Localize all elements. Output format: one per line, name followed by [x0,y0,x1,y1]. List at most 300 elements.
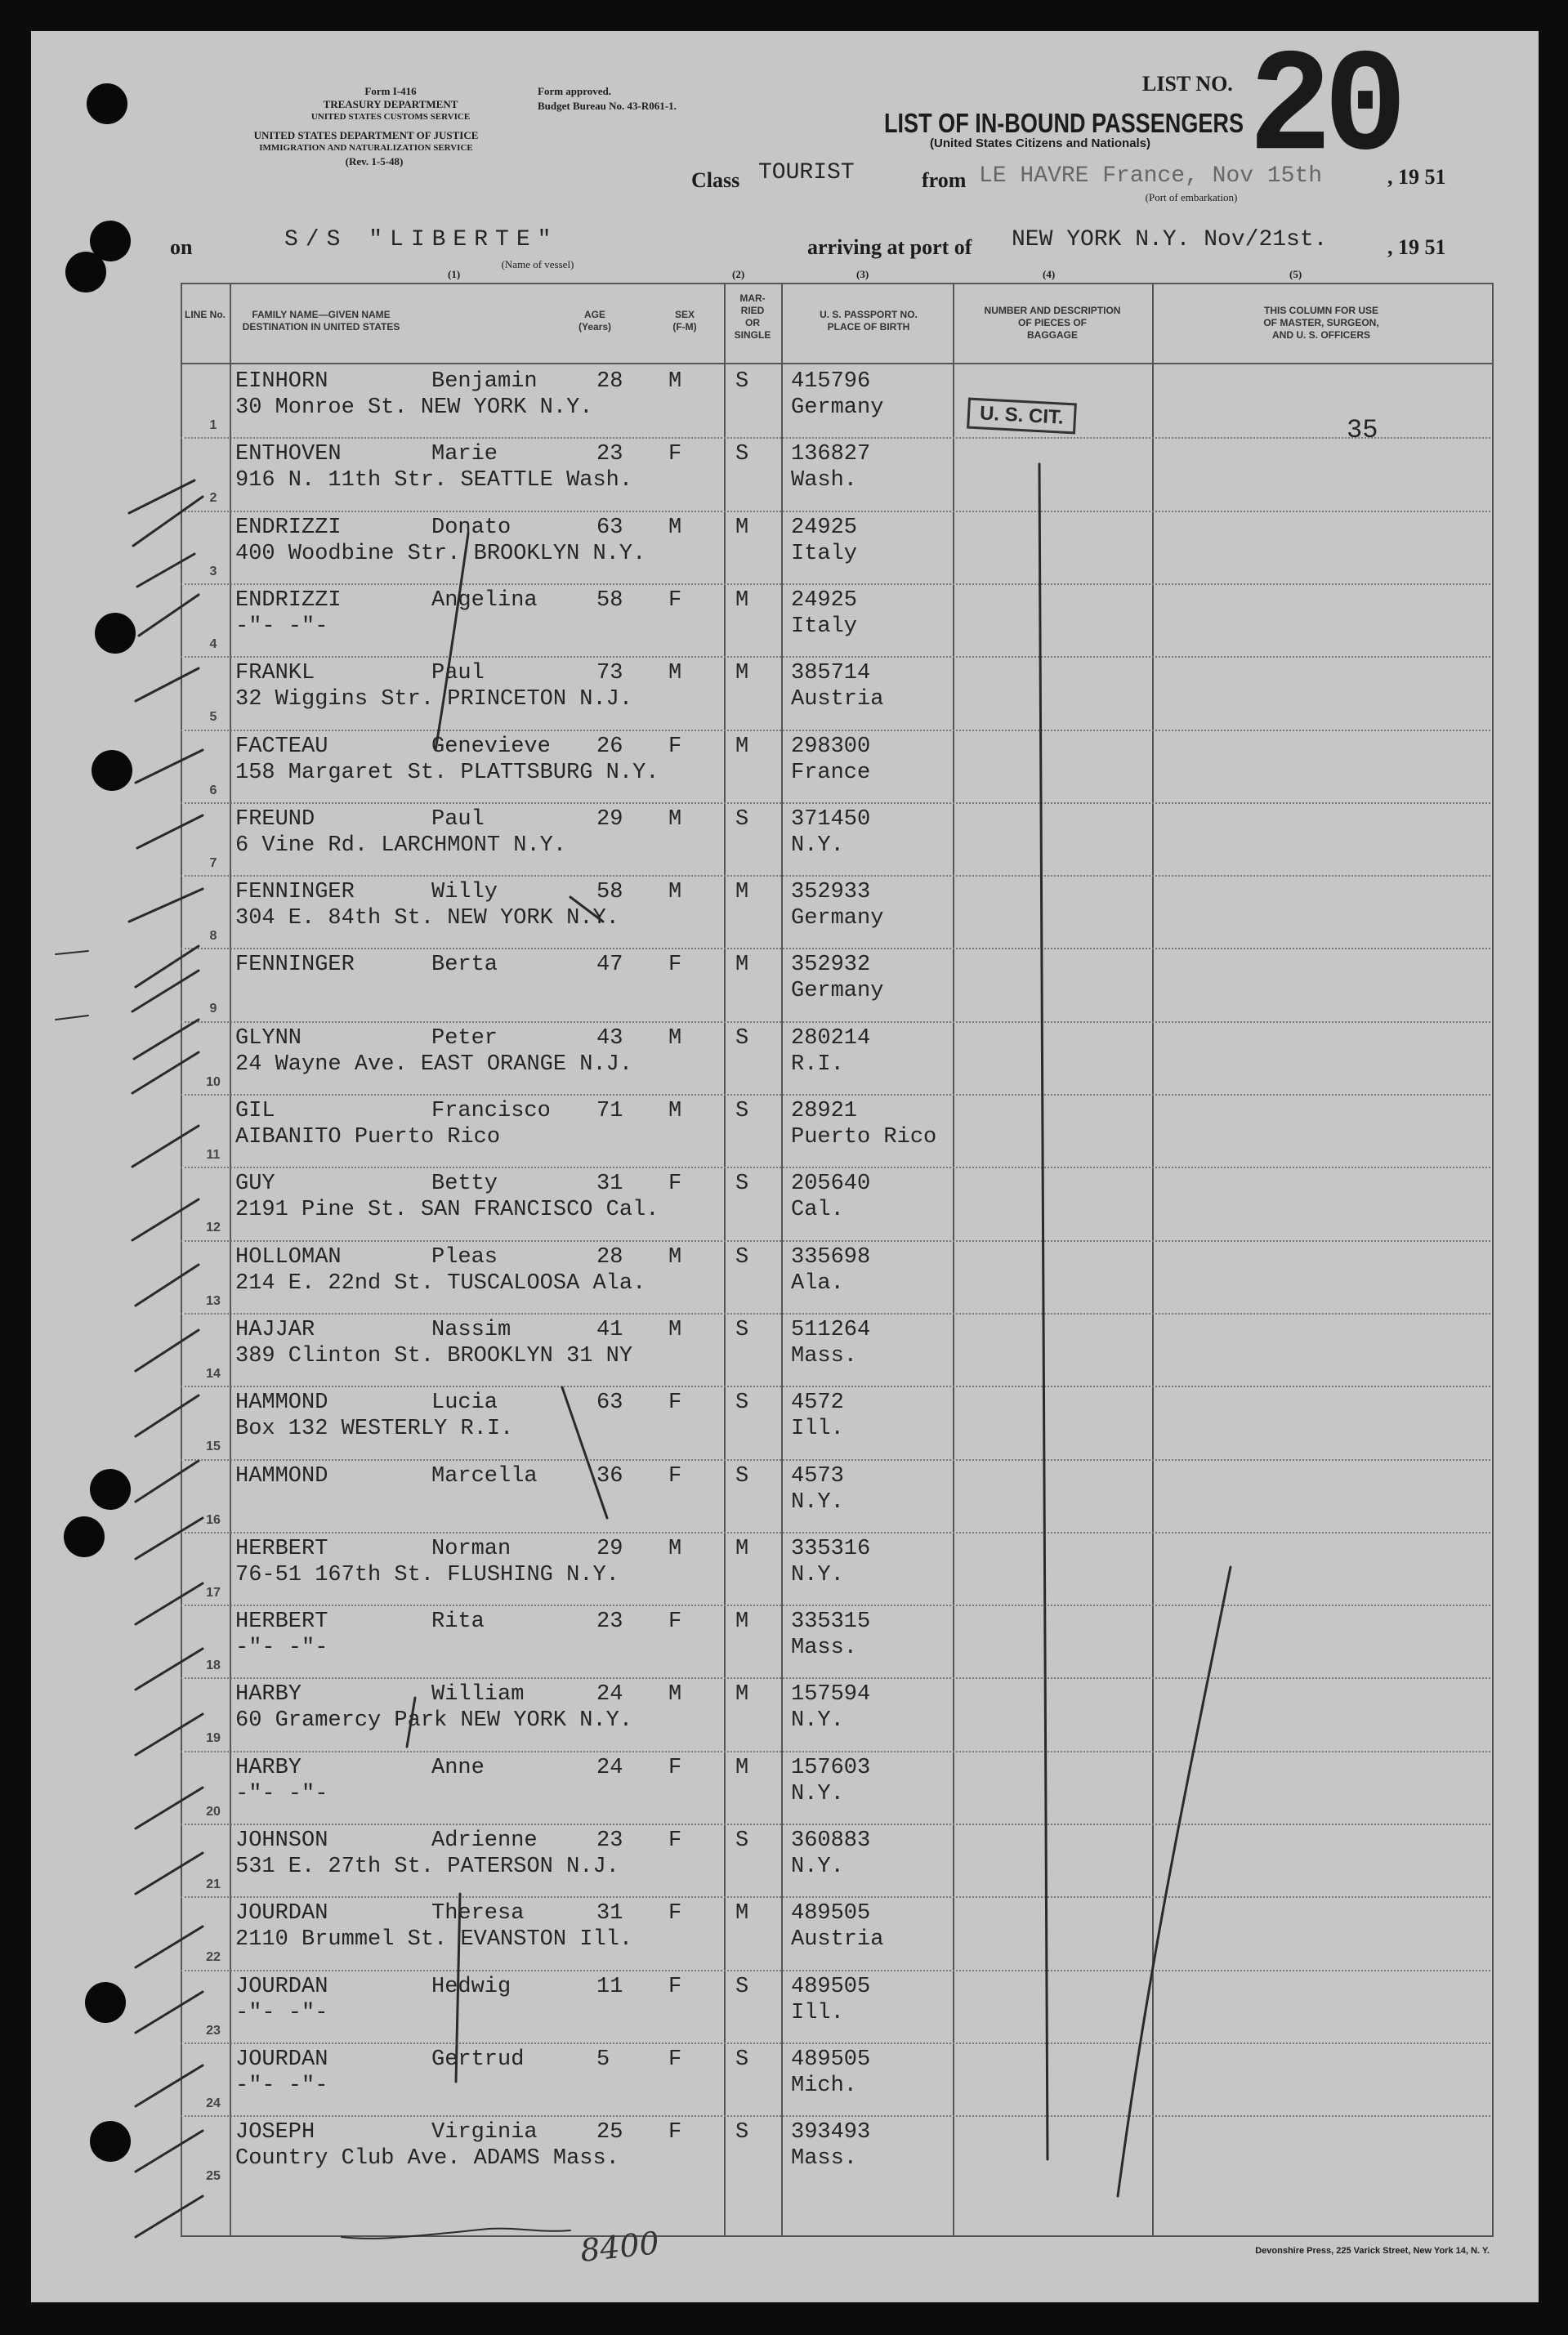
treasury-dept: TREASURY DEPARTMENT [323,98,458,110]
line-number: 25 [206,2169,221,2184]
passenger-birthplace: Puerto Rico [791,1125,937,1150]
passenger-birthplace: Mass. [791,2146,858,2172]
passenger-ms: M [735,1901,749,1926]
passenger-age: 43 [596,1025,623,1051]
passenger-age: 24 [596,1682,623,1708]
passenger-ms: M [735,1755,749,1780]
line-number: 19 [206,1731,221,1746]
passenger-age: 31 [596,1172,623,1197]
passenger-destination: 916 N. 11th Str. SEATTLE Wash. [235,468,633,493]
passenger-destination: 304 E. 84th St. NEW YORK N.Y. [235,906,619,931]
passenger-birthplace: Mich. [791,2073,858,2098]
passenger-destination: -"- -"- [235,2000,328,2025]
passenger-birthplace: Germany [791,979,884,1004]
passenger-given: Theresa [431,1901,525,1926]
passenger-destination: AIBANITO Puerto Rico [235,1125,501,1150]
check-mark [129,889,203,922]
passenger-given: Willy [431,880,498,905]
passenger-age: 71 [596,1099,623,1123]
passenger-birthplace: Wash. [791,468,858,493]
arrival-port: NEW YORK N.Y. Nov/21st. [1012,227,1328,252]
passenger-ms: M [735,515,749,540]
passenger-birthplace: N.Y. [791,1708,844,1734]
printer-credit: Devonshire Press, 225 Varick Street, New York 14, N. Y. [1255,2246,1490,2256]
passenger-birthplace: Italy [791,541,858,566]
bracket-line [562,1387,607,1518]
passenger-passport: 371450 [791,806,871,832]
passenger-destination: -"- -"- [235,2073,328,2098]
check-mark [136,1265,199,1306]
passenger-given: Adrienne [431,1828,538,1853]
line-number: 22 [206,1950,221,1965]
check-mark [132,1199,199,1240]
header-married: MAR- RIED OR SINGLE [734,292,771,341]
passenger-sex: M [668,515,682,540]
passenger-family: JOURDAN [235,2047,328,2072]
revision-date: (Rev. 1-5-48) [345,155,404,167]
class-label: Class [691,168,740,192]
passenger-destination: 389 Clinton St. BROOKLYN 31 NY [235,1343,633,1368]
passenger-age: 73 [596,661,623,686]
passenger-ms: S [735,1463,749,1489]
passenger-given: Berta [431,953,498,978]
embark-caption: (Port of embarkation) [1145,191,1238,203]
passenger-family: HAMMOND [235,1463,328,1489]
passenger-given: Genevieve [431,734,551,759]
passenger-family: HERBERT [235,1536,328,1561]
passenger-birthplace: Cal. [791,1198,844,1223]
justice-dept: UNITED STATES DEPARTMENT OF JUSTICE [253,129,479,141]
passenger-ms: M [735,880,749,905]
line-number: 17 [206,1585,221,1600]
check-mark [136,1992,203,2033]
passenger-birthplace: N.Y. [791,833,844,858]
passenger-birthplace: Germany [791,906,884,931]
passenger-age: 24 [596,1755,623,1780]
passenger-age: 47 [596,953,623,978]
passenger-family: JOSEPH [235,2120,315,2145]
passenger-passport: 489505 [791,1974,871,1999]
line-number: 9 [209,1002,217,1016]
passenger-birthplace: Mass. [791,1636,858,1661]
passenger-ms: M [735,1536,749,1561]
passenger-passport: 335316 [791,1536,871,1561]
check-mark [136,1583,203,1624]
bracket-line [570,897,603,922]
passenger-passport: 393493 [791,2120,871,2145]
passenger-passport: 157603 [791,1755,871,1780]
passenger-family: HARBY [235,1682,302,1708]
vessel-name: S/S "LIBERTE" [284,227,559,252]
check-mark [136,2196,203,2237]
manifest-page [31,31,1539,2302]
passenger-ms: M [735,587,749,613]
passenger-age: 63 [596,1391,623,1416]
passenger-given: Benjamin [431,369,538,394]
col-number: (4) [1043,268,1056,280]
passenger-passport: 360883 [791,1828,871,1853]
passenger-sex: M [668,369,682,394]
passenger-ms: S [735,2047,749,2072]
passenger-sex: F [668,587,682,613]
passenger-family: FENNINGER [235,953,355,978]
passenger-age: 36 [596,1463,623,1489]
passenger-ms: S [735,369,749,394]
passenger-destination: Country Club Ave. ADAMS Mass. [235,2146,619,2172]
passenger-sex: F [668,2047,682,2072]
passenger-passport: 28921 [791,1099,858,1123]
passenger-given: Angelina [431,587,538,613]
check-mark [136,1649,203,1690]
passenger-age: 23 [596,442,623,467]
passenger-ms: S [735,1317,749,1342]
check-mark [132,1126,199,1167]
passenger-sex: M [668,880,682,905]
passenger-age: 23 [596,1828,623,1853]
passenger-age: 41 [596,1317,623,1342]
check-mark [136,2131,203,2172]
passenger-destination: 60 Gramercy Park NEW YORK N.Y. [235,1708,633,1734]
passenger-age: 31 [596,1901,623,1926]
passenger-age: 28 [596,1244,623,1270]
passenger-given: Anne [431,1755,485,1780]
budget-bureau: Budget Bureau No. 43-R061-1. [538,100,677,112]
passenger-given: Betty [431,1172,498,1197]
line-number: 23 [206,2023,221,2038]
line-number: 2 [209,491,217,506]
passenger-given: Francisco [431,1099,551,1123]
passenger-sex: M [668,1099,682,1123]
customs-service: UNITED STATES CUSTOMS SERVICE [310,112,471,122]
form-approved: Form approved. [538,85,612,97]
line-number: 14 [206,1366,221,1381]
passenger-destination: 30 Monroe St. NEW YORK N.Y. [235,395,593,420]
check-mark [132,1052,199,1093]
passenger-age: 5 [596,2047,610,2072]
check-mark [136,1518,203,1559]
passenger-passport: 335315 [791,1609,871,1635]
passenger-age: 25 [596,2120,623,2145]
passenger-sex: F [668,2120,682,2145]
passenger-destination: 6 Vine Rd. LARCHMONT N.Y. [235,833,567,858]
header-line: LINE No. [185,309,226,320]
class-value: TOURIST [758,160,855,185]
check-mark [136,2065,203,2106]
passenger-destination: 24 Wayne Ave. EAST ORANGE N.J. [235,1051,633,1077]
passenger-sex: M [668,1244,682,1270]
passenger-ms: S [735,442,749,467]
passenger-birthplace: Mass. [791,1343,858,1368]
line-number: 18 [206,1659,221,1673]
passenger-family: FACTEAU [235,734,328,759]
passenger-given: Nassim [431,1317,511,1342]
passenger-given: Pleas [431,1244,498,1270]
passenger-passport: 4572 [791,1391,844,1416]
header-name: FAMILY NAME—GIVEN NAME DESTINATION IN UNITED STATES [242,309,400,333]
passenger-passport: 489505 [791,2047,871,2072]
check-mark [132,971,199,1011]
line-number: 15 [206,1440,221,1454]
passenger-birthplace: N.Y. [791,1781,844,1806]
line-number: 5 [209,710,217,725]
passenger-sex: F [668,1609,682,1635]
passenger-age: 23 [596,1609,623,1635]
vessel-caption: (Name of vessel) [501,258,574,270]
header-baggage: NUMBER AND DESCRIPTION OF PIECES OF BAGGAGE [984,305,1121,341]
officer-note: 35 [1347,415,1378,445]
line-number: 24 [206,2096,221,2110]
passenger-ms: S [735,1391,749,1416]
passenger-family: HARBY [235,1755,302,1780]
passenger-destination: 76-51 167th St. FLUSHING N.Y. [235,1562,619,1587]
passenger-family: FREUND [235,806,315,832]
col-number: (1) [448,268,461,280]
passenger-family: GLYNN [235,1025,302,1051]
passenger-family: HOLLOMAN [235,1244,342,1270]
check-mark [134,1020,199,1059]
on-label: on [170,235,193,259]
passenger-sex: F [668,442,682,467]
bracket-line [407,1698,415,1747]
check-mark [137,815,203,848]
col-number: (2) [732,268,745,280]
passenger-destination: 2191 Pine St. SAN FRANCISCO Cal. [235,1198,659,1223]
passenger-family: JOHNSON [235,1828,328,1853]
passenger-passport: 24925 [791,587,858,613]
passenger-sex: M [668,1536,682,1561]
passenger-given: Donato [431,515,511,540]
arriving-label: arriving at port of [807,235,972,259]
passenger-age: 58 [596,587,623,613]
passenger-birthplace: N.Y. [791,1489,844,1515]
passenger-sex: F [668,1463,682,1489]
passenger-family: FENNINGER [235,880,355,905]
check-mark [136,1714,203,1755]
passenger-passport: 205640 [791,1172,871,1197]
list-number: 20 [1249,31,1400,193]
passenger-sex: F [668,1901,682,1926]
passenger-age: 28 [596,369,623,394]
passenger-birthplace: Ala. [791,1270,844,1296]
passenger-destination: 158 Margaret St. PLATTSBURG N.Y. [235,760,659,785]
passenger-birthplace: R.I. [791,1051,844,1077]
check-mark [136,1853,203,1894]
line-number: 12 [206,1221,221,1235]
header-passport: U. S. PASSPORT NO. PLACE OF BIRTH [820,309,918,333]
passenger-given: Paul [431,806,485,832]
passenger-sex: F [668,1974,682,1999]
check-mark [136,750,203,783]
line-number: 21 [206,1877,221,1891]
passenger-age: 63 [596,515,623,540]
check-mark [139,595,199,636]
ins-service: IMMIGRATION AND NATURALIZATION SERVICE [259,143,473,153]
passenger-age: 11 [596,1974,623,1999]
passenger-family: HAMMOND [235,1391,328,1416]
passenger-destination: -"- -"- [235,614,328,639]
passenger-family: HERBERT [235,1609,328,1635]
passenger-destination: 400 Woodbine Str. BROOKLYN N.Y. [235,541,646,566]
from-label: from [922,168,967,192]
line-number: 11 [206,1148,221,1162]
line-number: 6 [209,783,217,797]
passenger-birthplace: Germany [791,395,884,420]
signature-number: 8400 [578,2225,661,2269]
passenger-family: JOURDAN [235,1901,328,1926]
passenger-given: Virginia [431,2120,538,2145]
passenger-ms: S [735,1244,749,1270]
year-2: , 19 51 [1387,235,1446,259]
passenger-given: Gertrud [431,2047,525,2072]
passenger-family: GUY [235,1172,275,1197]
passenger-destination: 32 Wiggins Str. PRINCETON N.J. [235,687,633,712]
passenger-sex: M [668,1025,682,1051]
passenger-destination: -"- -"- [235,1781,328,1806]
line-number: 8 [209,929,217,944]
list-subtitle: (United States Citizens and Nationals) [930,136,1151,150]
bracket-line [456,1894,460,2082]
header-officers: THIS COLUMN FOR USE OF MASTER, SURGEON, AND U. S. OFFICERS [1263,305,1379,341]
line-number: 4 [209,636,217,651]
passenger-passport: 298300 [791,734,871,759]
passenger-sex: M [668,1682,682,1708]
passenger-family: FRANKL [235,661,315,686]
passenger-passport: 335698 [791,1244,871,1270]
line-number: 3 [209,564,217,578]
line-number: 16 [206,1512,221,1527]
passenger-ms: M [735,953,749,978]
header-sex: SEX (F-M) [672,309,697,333]
passenger-family: ENDRIZZI [235,587,342,613]
margin-mark [56,951,88,954]
passenger-destination: 214 E. 22nd St. TUSCALOOSA Ala. [235,1270,646,1296]
passenger-ms: S [735,806,749,832]
check-mark [136,946,199,987]
passenger-sex: F [668,1755,682,1780]
passenger-given: Norman [431,1536,511,1561]
passenger-sex: F [668,1828,682,1853]
passenger-ms: S [735,2120,749,2145]
passenger-sex: M [668,661,682,686]
passenger-family: JOURDAN [235,1974,328,1999]
list-title: LIST OF IN-BOUND PASSENGERS [884,108,1244,138]
check-mark [137,554,194,587]
baggage-line [1039,464,1048,2159]
passenger-passport: 157594 [791,1682,871,1708]
passenger-ms: S [735,1099,749,1123]
passenger-given: Marie [431,442,498,467]
check-mark [136,1788,203,1828]
baggage-line [1118,1567,1231,2196]
passenger-passport: 280214 [791,1025,871,1051]
passenger-given: Marcella [431,1463,538,1489]
passenger-passport: 489505 [791,1901,871,1926]
passenger-birthplace: N.Y. [791,1562,844,1587]
passenger-destination: Box 132 WESTERLY R.I. [235,1417,514,1442]
passenger-birthplace: N.Y. [791,1855,844,1879]
line-number: 7 [209,855,217,870]
passenger-passport: 24925 [791,515,858,540]
passenger-sex: F [668,953,682,978]
passenger-given: William [431,1682,525,1708]
signature-scrawl [342,2229,570,2239]
passenger-given: Peter [431,1025,498,1051]
col-number: (3) [856,268,869,280]
year-1: , 19 51 [1387,165,1446,189]
passenger-sex: M [668,1317,682,1342]
passenger-passport: 352932 [791,953,871,978]
passenger-sex: M [668,806,682,832]
passenger-ms: S [735,1974,749,1999]
passenger-age: 58 [596,880,623,905]
passenger-birthplace: Italy [791,614,858,639]
passenger-ms: M [735,1682,749,1708]
passenger-family: EINHORN [235,369,328,394]
embark-port: LE HAVRE France, Nov 15th [979,163,1323,189]
check-mark [136,1395,199,1436]
passenger-birthplace: Ill. [791,2000,844,2025]
header-age: AGE (Years) [578,309,612,333]
passenger-age: 26 [596,734,623,759]
passenger-sex: F [668,734,682,759]
passenger-birthplace: Austria [791,687,884,712]
passenger-passport: 415796 [791,369,871,394]
margin-mark [56,1016,88,1020]
passenger-destination: 2110 Brummel St. EVANSTON Ill. [235,1927,633,1953]
passenger-destination: -"- -"- [235,1636,328,1661]
passenger-family: ENTHOVEN [235,442,342,467]
col-number: (5) [1289,268,1302,280]
passenger-given: Rita [431,1609,485,1635]
passenger-birthplace: France [791,760,871,785]
list-no-label: LIST NO. [1142,72,1233,96]
pen-marks [31,31,1539,2302]
passenger-given: Hedwig [431,1974,511,1999]
passenger-ms: M [735,661,749,686]
passenger-family: HAJJAR [235,1317,315,1342]
passenger-ms: S [735,1172,749,1197]
us-citizen-stamp: U. S. CIT. [967,398,1076,435]
passenger-ms: S [735,1025,749,1051]
passenger-given: Lucia [431,1391,498,1416]
passenger-ms: S [735,1828,749,1853]
passenger-ms: M [735,734,749,759]
passenger-age: 29 [596,1536,623,1561]
passenger-family: ENDRIZZI [235,515,342,540]
passenger-given: Paul [431,661,485,686]
check-mark [136,1461,199,1502]
passenger-birthplace: Austria [791,1927,884,1953]
line-number: 10 [206,1074,221,1089]
form-number: Form I-416 [364,85,417,97]
line-number: 13 [206,1293,221,1308]
check-mark [133,497,203,546]
passenger-age: 29 [596,806,623,832]
passenger-birthplace: Ill. [791,1417,844,1442]
bracket-line [436,534,468,750]
passenger-destination: 531 E. 27th St. PATERSON N.J. [235,1855,619,1879]
passenger-ms: M [735,1609,749,1635]
passenger-passport: 352933 [791,880,871,905]
passenger-sex: F [668,1172,682,1197]
passenger-passport: 4573 [791,1463,844,1489]
passenger-family: GIL [235,1099,275,1123]
check-mark [136,1926,203,1967]
line-number: 1 [209,418,217,432]
passenger-sex: F [668,1391,682,1416]
check-mark [136,668,199,701]
passenger-passport: 511264 [791,1317,871,1342]
